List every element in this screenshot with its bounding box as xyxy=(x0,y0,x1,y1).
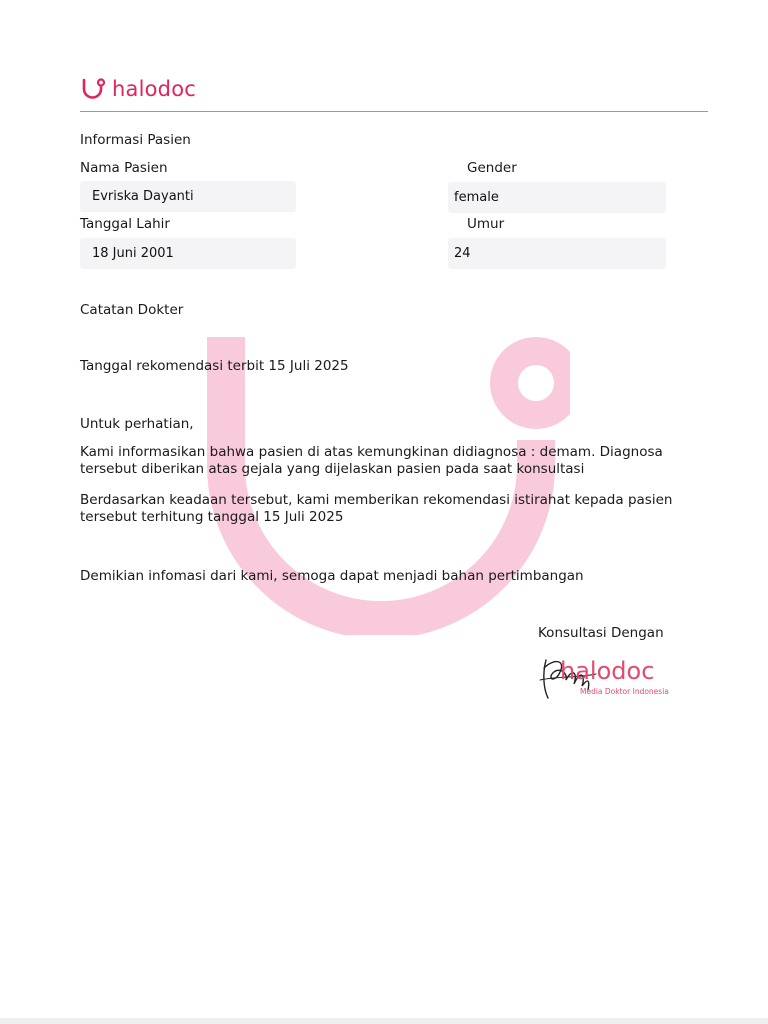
gender-label: Gender xyxy=(467,160,517,176)
consultation-label: Konsultasi Dengan xyxy=(538,625,664,641)
greeting-text: Untuk perhatian, xyxy=(80,416,194,432)
stamp-logo-text: halodoc xyxy=(560,657,655,685)
header-divider xyxy=(80,111,708,112)
recommendation-paragraph: Berdasarkan keadaan tersebut, kami memberikan rekomendasi istirahat kepada pasien tersebut terhitung tanggal 15 Juli 2025 xyxy=(80,492,673,525)
age-label: Umur xyxy=(467,216,505,232)
closing-text: Demikian infomasi dari kami, semoga dapat menjadi bahan pertimbangan xyxy=(80,568,584,584)
birthdate-value: 18 Juni 2001 xyxy=(80,238,296,269)
issued-date-text: Tanggal rekomendasi terbit 15 Juli 2025 xyxy=(80,358,349,374)
patient-name-label: Nama Pasien xyxy=(80,160,168,176)
page-bottom-edge xyxy=(0,1018,768,1024)
patient-name-value: Evriska Dayanti xyxy=(80,181,296,212)
section-title-patient-info: Informasi Pasien xyxy=(80,132,191,148)
stamp-subtext: Media Doktor Indonesia xyxy=(580,687,669,696)
diagnosis-paragraph: Kami informasikan bahwa pasien di atas kemungkinan didiagnosa : demam. Diagnosa tersebut diberikan atas gejala yang dijelaskan pasien pada saat konsultasi xyxy=(80,444,663,477)
doctor-notes-title: Catatan Dokter xyxy=(80,302,184,318)
logo-text: halodoc xyxy=(112,77,196,101)
birthdate-label: Tanggal Lahir xyxy=(80,216,170,232)
age-value: 24 xyxy=(448,238,666,269)
gender-value: female xyxy=(448,182,666,213)
stethoscope-logo-icon xyxy=(80,76,108,102)
halodoc-logo xyxy=(80,76,196,102)
